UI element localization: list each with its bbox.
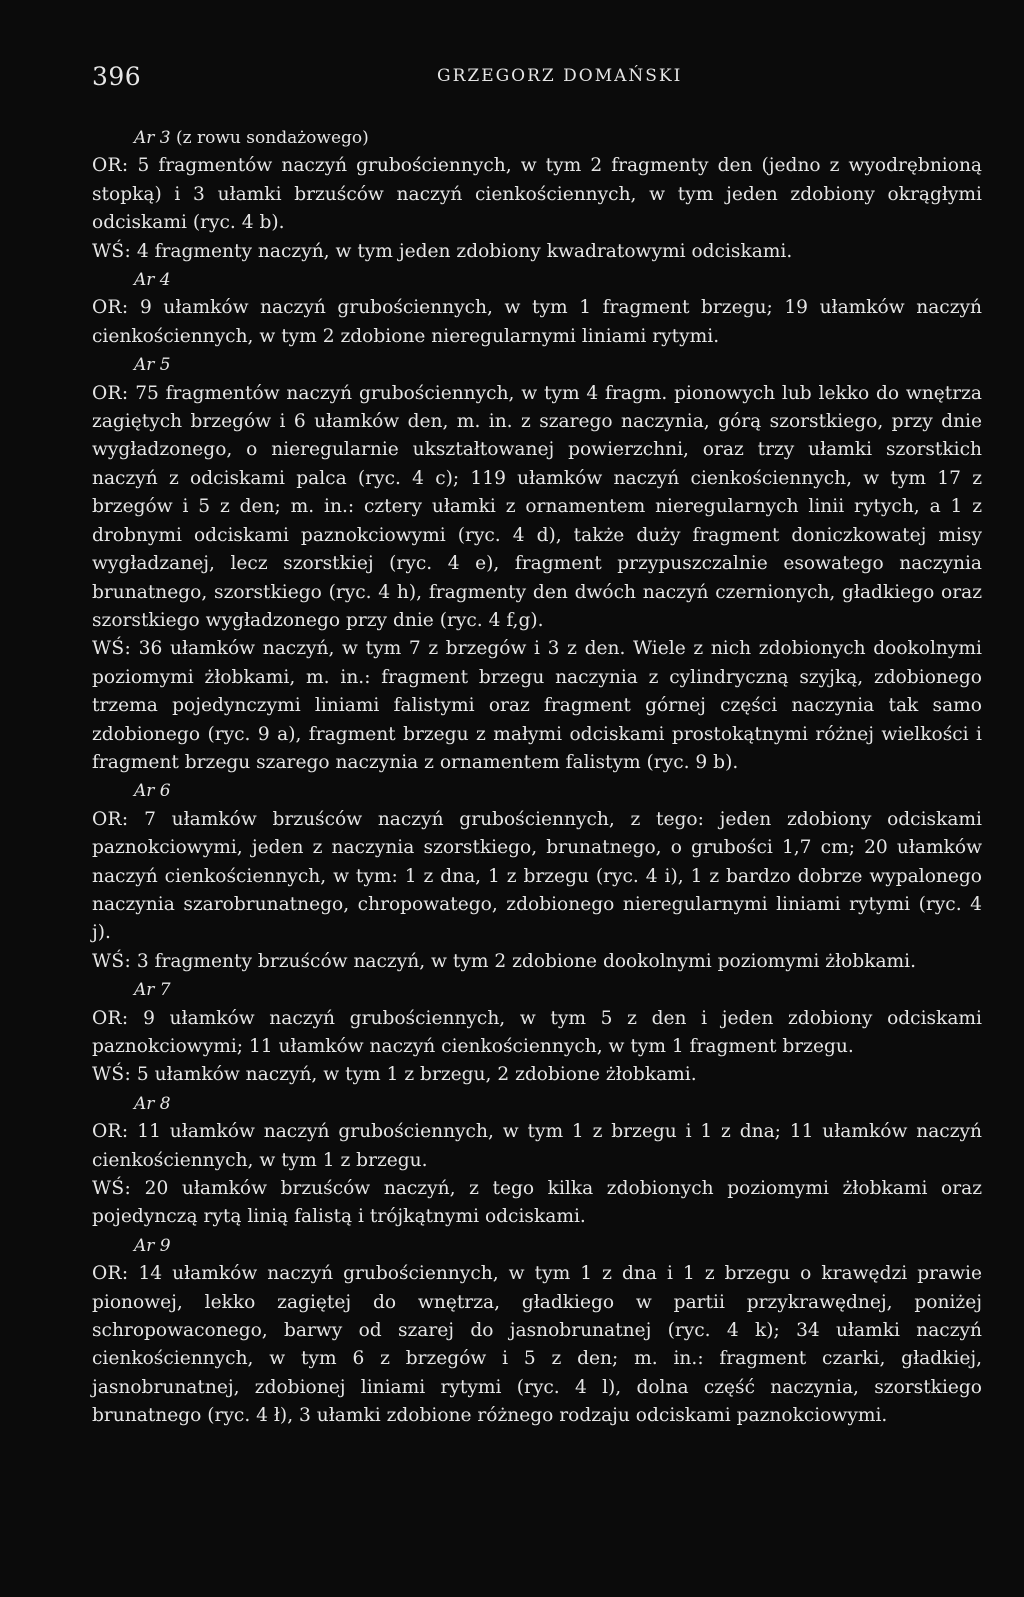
paragraph (92, 1175, 982, 1232)
page-header (0, 62, 1024, 102)
entry-ar-4 (92, 266, 982, 351)
paragraph-text: 4 fragmenty naczyń, w tym jeden zdobiony kwadratowymi odciskami. (131, 240, 793, 262)
paragraph-label: OR: (92, 297, 129, 319)
paragraph-text: 5 fragmentów naczyń grubościennych, w tym 2 fragmenty den (jedno z wyodrębnioną stopką) i 3 ułamki brzuśców naczyń cienkościennych, w tym jeden zdobiony okrągłymi odciskami (ryc. 4 b). (92, 155, 982, 234)
entry-heading-label: Ar 8 (134, 1093, 171, 1114)
entry-heading-label: Ar 4 (134, 270, 171, 291)
paragraph-text: 20 ułamków brzuśców naczyń, z tego kilka zdobionych poziomymi żłobkami oraz pojedynczą rytą linią falistą i trójkątnymi odciskami. (92, 1178, 982, 1228)
paragraph-label: OR: (92, 808, 129, 830)
entry-ar-7 (92, 976, 982, 1090)
paragraph-label: OR: (92, 1007, 129, 1029)
running-title: GRZEGORZ DOMAŃSKI (437, 66, 683, 86)
entry-ar-3 (92, 124, 982, 266)
paragraph (92, 806, 982, 948)
paragraph-label: OR: (92, 382, 129, 404)
entry-ar-8 (92, 1090, 982, 1232)
entry-heading (92, 976, 982, 1004)
entry-heading (92, 351, 982, 379)
entry-heading (92, 1090, 982, 1118)
paragraph-text: 14 ułamków naczyń grubościennych, w tym 1 z dna i 1 z brzegu o krawędzi prawie pionowej, lekko zagiętej do wnętrza, gładkiego w partii przykrawędnej, poniżej schropowaconego, barwy od szarej do jasnobrunatnej (ryc. 4 k); 34 ułamki naczyń cienkościennych, w tym 6 z brzegów i 5 z den; m. in.: fragment czarki, gładkiej, jasnobrunatnej, zdobionej liniami rytymi (ryc. 4 l), dolna część naczynia, szorstkiego brunatnego (ryc. 4 ł), 3 ułamki zdobione różnego rodzaju odciskami paznokciowymi. (92, 1263, 982, 1427)
paragraph (92, 635, 982, 777)
paragraph-text: 5 ułamków naczyń, w tym 1 z brzegu, 2 zdobione żłobkami. (131, 1064, 697, 1086)
paragraph-label: OR: (92, 155, 129, 177)
entry-heading (92, 777, 982, 805)
entry-heading (92, 266, 982, 294)
paragraph (92, 294, 982, 351)
entry-heading-label: Ar 5 (134, 355, 171, 376)
entry-heading (92, 1232, 982, 1260)
page-number: 396 (92, 62, 142, 91)
paragraph (92, 152, 982, 237)
paragraph-text: 9 ułamków naczyń grubościennych, w tym 1 fragment brzegu; 19 ułamków naczyń cienkościennych, w tym 2 zdobione nieregularnymi liniami rytymi. (92, 297, 982, 347)
paragraph-label: WŚ: (92, 638, 132, 660)
paragraph (92, 1260, 982, 1430)
paragraph (92, 380, 982, 636)
paragraph-label: OR: (92, 1263, 129, 1285)
paragraph-text: 7 ułamków brzuśców naczyń grubościennych, z tego: jeden zdobiony odciskami paznokciowymi, jeden z naczynia szorstkiego, brunatnego, o grubości 1,7 cm; 20 ułamków naczyń cienkościennych, w tym: 1 z dna, 1 z brzegu (ryc. 4 i), 1 z bardzo dobrze wypalonego naczynia szarobrunatnego, chropowatego, zdobionego nieregularnymi liniami rytymi (ryc. 4 j). (92, 808, 982, 944)
entry-ar-9 (92, 1232, 982, 1431)
entry-heading-label: Ar 6 (134, 781, 171, 802)
body-text (92, 124, 982, 1431)
entry-heading-note: (z rowu sondażowego) (170, 128, 369, 148)
entry-ar-6 (92, 777, 982, 976)
paragraph-label: WŚ: (92, 1178, 132, 1200)
paragraph-label: WŚ: (92, 240, 132, 262)
entry-heading-label: Ar 3 (134, 128, 171, 148)
paragraph-text: 11 ułamków naczyń grubościennych, w tym 1 z brzegu i 1 z dna; 11 ułamków naczyń cienkościennych, w tym 1 z brzegu. (92, 1121, 982, 1171)
paragraph-text: 3 fragmenty brzuśców naczyń, w tym 2 zdobione dookolnymi poziomymi żłobkami. (131, 950, 917, 972)
entry-heading-label: Ar 9 (134, 1235, 171, 1256)
entry-ar-5 (92, 351, 982, 777)
paragraph (92, 948, 982, 976)
paragraph (92, 1118, 982, 1175)
paragraph (92, 1005, 982, 1062)
entry-heading (92, 124, 982, 152)
paragraph-label: WŚ: (92, 950, 132, 972)
entry-heading-label: Ar 7 (134, 980, 171, 1001)
paragraph-text: 36 ułamków naczyń, w tym 7 z brzegów i 3 z den. Wiele z nich zdobionych dookolnymi poziomymi żłobkami, m. in.: fragment brzegu naczynia z cylindryczną szyjką, zdobionego trzema pojedynczymi liniami falistymi oraz fragment górnej części naczynia tak samo zdobionego (ryc. 9 a), fragment brzegu z małymi odciskami prostokątnymi różnej wielkości i fragment brzegu szarego naczynia z ornamentem falistym (ryc. 9 b). (92, 638, 982, 773)
paragraph-label: WŚ: (92, 1064, 132, 1086)
paragraph-text: 75 fragmentów naczyń grubościennych, w tym 4 fragm. pionowych lub lekko do wnętrza zagiętych brzegów i 6 ułamków den, m. in. z szarego naczynia, górą szorstkiego, przy dnie wygładzonego, o nieregularnie ukształtowanej powierzchni, oraz trzy ułamki szorstkich naczyń z odciskami palca (ryc. 4 c); 119 ułamków naczyń cienkościennych, w tym 17 z brzegów i 5 z den; m. in.: cztery ułamki z ornamentem nieregularnych linii rytych, a 1 z drobnymi odciskami paznokciowymi (ryc. 4 d), także duży fragment doniczkowatej misy wygładzanej, lecz szorstkiej (ryc. 4 e), fragment przypuszczalnie esowatego naczynia brunatnego, szorstkiego (ryc. 4 h), fragmenty den dwóch naczyń czernionych, gładkiego oraz szorstkiego wygładzonego przy dnie (ryc. 4 f,g). (92, 382, 982, 631)
paragraph-label: OR: (92, 1121, 129, 1143)
paragraph (92, 1061, 982, 1089)
paragraph-text: 9 ułamków naczyń grubościennych, w tym 5 z den i jeden zdobiony odciskami paznokciowymi; 11 ułamków naczyń cienkościennych, w tym 1 fragment brzegu. (92, 1007, 982, 1057)
paragraph (92, 238, 982, 266)
